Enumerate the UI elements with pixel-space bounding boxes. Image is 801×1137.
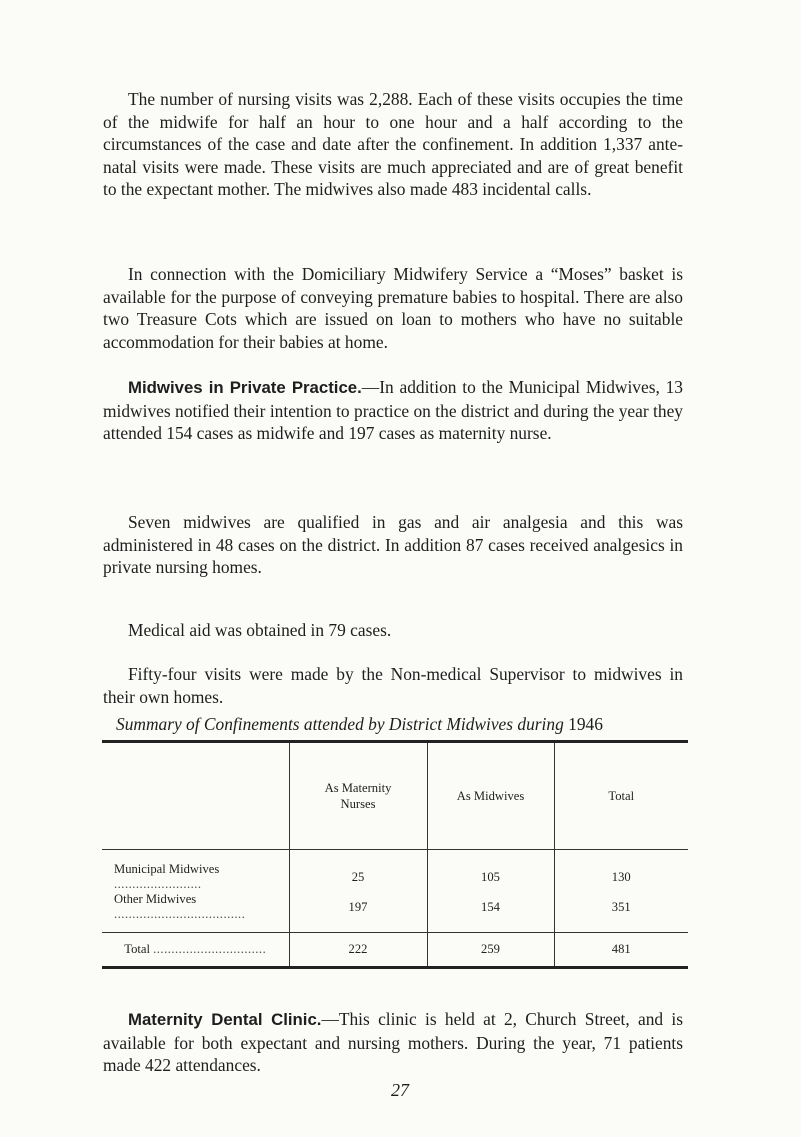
- header-total: Total: [554, 742, 688, 850]
- header-midwives: As Midwives: [427, 742, 554, 850]
- row-label: [102, 892, 289, 933]
- row-label-text: Other Midwives: [114, 892, 197, 906]
- row-leader: ....................................: [114, 907, 246, 921]
- table-header-row: [102, 742, 688, 850]
- dental-clinic-heading: Maternity Dental Clinic.: [128, 1010, 322, 1029]
- cell-maternity-nurses: 25: [289, 850, 427, 893]
- dental-clinic-text: —This clinic is held at 2, Church Street, and is available for both expectant and nursing mothers. During the year, 71 patients made 422 attendances.: [103, 1009, 684, 1076]
- table-caption-text: Summary of Confinements attended by District Midwives during: [116, 714, 564, 734]
- confinements-table: [102, 740, 688, 969]
- cell-midwives: 105: [427, 850, 554, 893]
- private-practice-text: —In addition to the Municipal Midwives, 13 midwives notified their intention to practice on the district and during the year they attended 154 cases as midwife and 197 cases as maternity nurse.: [103, 377, 683, 444]
- paragraph-nursing-visits: The number of nursing visits was 2,288. Each of these visits occupies the time of the midwife for half an hour to one hour and a half according to the circumstances of the case and date after the confinement. In addition 1,337 ante-natal visits were made. These visits are much appreciated and are of great benefit to the expectant mother. The midwives also made 483 incidental calls.: [103, 89, 683, 200]
- paragraph-medical-aid: Medical aid was obtained in 79 cases.: [128, 620, 392, 640]
- paragraph-gas-air: Seven midwives are qualified in gas and air analgesia and this was administered in 48 cases on the district. In addition 87 cases received analgesics in private nursing homes.: [103, 512, 683, 578]
- table-caption-year: 1946: [568, 714, 603, 734]
- table-row: [102, 892, 688, 933]
- private-practice-heading: Midwives in Private Practice.: [128, 378, 362, 397]
- header-maternity-nurses-line1: As Maternity: [324, 781, 392, 795]
- row-leader: ........................: [114, 877, 202, 891]
- total-maternity-nurses: 222: [289, 933, 427, 968]
- cell-midwives: 154: [427, 892, 554, 933]
- table-row: [102, 850, 688, 893]
- total-row-label: [102, 933, 289, 968]
- row-label-text: Municipal Midwives: [114, 862, 220, 876]
- cell-maternity-nurses: 197: [289, 892, 427, 933]
- row-label: [102, 850, 289, 893]
- paragraph-private-practice: [103, 376, 683, 445]
- total-row-label-text: Total: [124, 942, 150, 956]
- paragraph-dental-clinic: [103, 1008, 683, 1077]
- paragraph-moses-basket: In connection with the Domiciliary Midwifery Service a “Moses” basket is available for the purpose of conveying premature babies to hospital. There are also two Treasure Cots which are issued on loan to mothers who have no suitable accommodation for their babies at home.: [103, 264, 683, 352]
- table-caption: [116, 714, 676, 735]
- cell-total: 351: [554, 892, 688, 933]
- header-blank: [102, 742, 289, 850]
- paragraph-supervisor-visits: Fifty-four visits were made by the Non-medical Supervisor to midwives in their own homes.: [103, 664, 683, 707]
- cell-total: 130: [554, 850, 688, 893]
- total-row-leader: ...............................: [153, 942, 267, 956]
- table-total-row: [102, 933, 688, 968]
- page-number: 27: [391, 1080, 409, 1100]
- header-maternity-nurses: [289, 742, 427, 850]
- header-maternity-nurses-line2: Nurses: [340, 797, 376, 811]
- total-total: 481: [554, 933, 688, 968]
- total-midwives: 259: [427, 933, 554, 968]
